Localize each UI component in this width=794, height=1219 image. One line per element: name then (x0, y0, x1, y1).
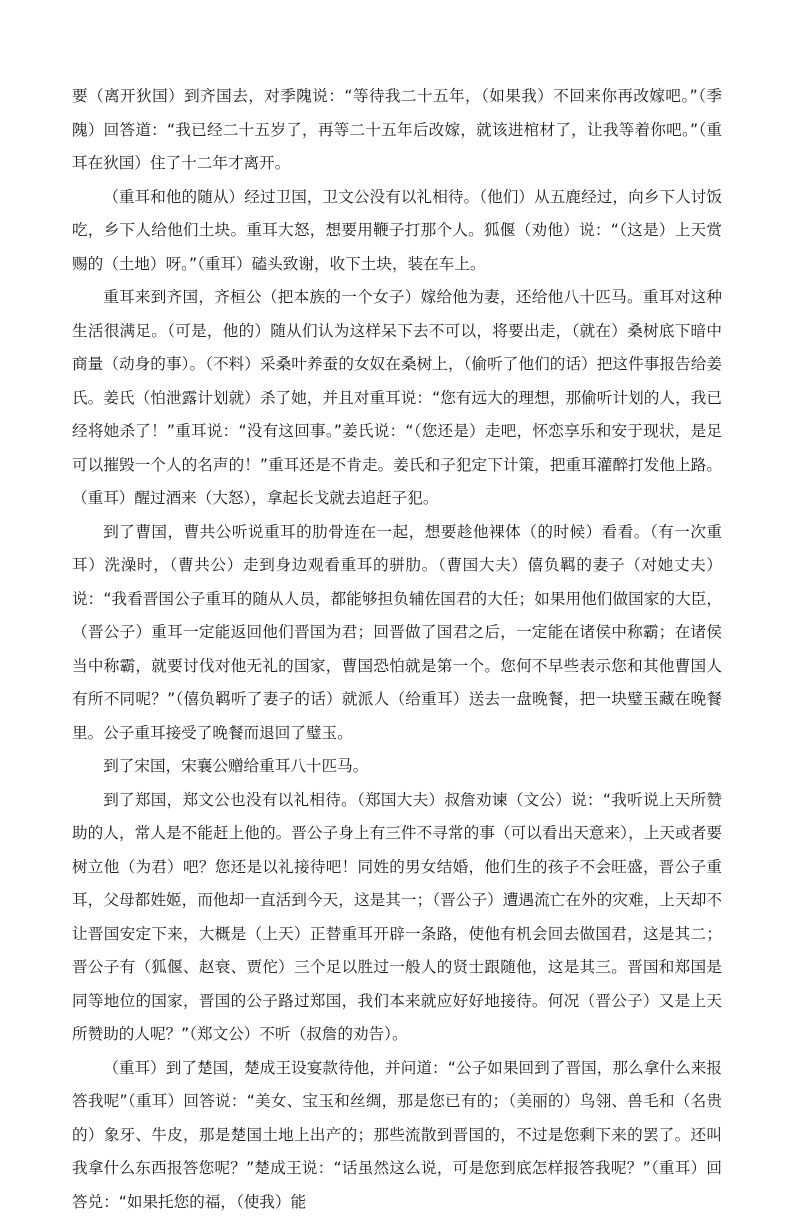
paragraph-wei-state: （重耳和他的随从）经过卫国，卫文公没有以礼相待。（他们）从五鹿经过，向乡下人讨饭吃，乡下人给他们土块。重耳大怒，想要用鞭子打那个人。狐偃（劝他）说：“（这是）上天赏赐的（土地）呀。”（重耳）磕头致谢，收下土块，装在车上。 (72, 181, 722, 282)
paragraph-song-state: 到了宋国，宋襄公赠给重耳八十匹马。 (72, 750, 722, 784)
paragraph-chu-state: （重耳）到了楚国，楚成王设宴款待他，并问道：“公子如果回到了晋国，那么拿什么来报答我呢”（重耳）回答说：“美女、宝玉和丝绸，那是您已有的；（美丽的）鸟翎、兽毛和（名贵的）象牙、牛皮，那是楚国土地上出产的；那些流散到晋国的，不过是您剩下来的罢了。还叫我拿什么东西报答您呢？”楚成王说：“话虽然这么说，可是您到底怎样报答我呢？”（重耳）回答兑：“如果托您的福，（使我）能 (72, 1052, 722, 1219)
document-page (72, 80, 722, 1219)
paragraph-cao-state: 到了曹国，曹共公听说重耳的肋骨连在一起，想要趁他裸体（的时候）看看。（有一次重耳）洗澡时，（曹共公）走到身边观看重耳的骈肋。（曹国大夫）僖负羁的妻子（对她丈夫）说：“我看晋国公子重耳的随从人员，都能够担负辅佐国君的大任；如果用他们做国家的大臣，（晋公子）重耳一定能返回他们晋国为君；回晋做了国君之后，一定能在诸侯中称霸；在诸侯当中称霸，就要讨伐对他无礼的国家，曹国恐怕就是第一个。您何不早些表示您和其他曹国人有所不同呢？”（僖负羁听了妻子的话）就派人（给重耳）送去一盘晚餐，把一块璧玉藏在晚餐里。公子重耳接受了晚餐而退回了璧玉。 (72, 516, 722, 751)
paragraph-zheng-state: 到了郑国，郑文公也没有以礼相待。（郑国大夫）叔詹劝谏（文公）说：“我听说上天所赞助的人，常人是不能赶上他的。晋公子身上有三件不寻常的事（可以看出天意来），上天或者要树立他（为君）吧？您还是以礼接待吧！同姓的男女结婚，他们生的孩子不会旺盛，晋公子重耳，父母都姓姬，而他却一直活到今天，这是其一；（晋公子）遭遇流亡在外的灾难，上天却不让晋国安定下来，大概是（上天）正替重耳开辟一条路，使他有机会回去做国君，这是其二；晋公子有（狐偃、赵衰、贾佗）三个足以胜过一般人的贤士跟随他，这是其三。晋国和郑国是同等地位的国家，晋国的公子路过郑国，我们本来就应好好地接待。何况（晋公子）又是上天所赞助的人呢？”（郑文公）不听（叔詹的劝告）。 (72, 784, 722, 1052)
paragraph-qi-state: 重耳来到齐国，齐桓公（把本族的一个女子）嫁给他为妻，还给他八十匹马。重耳对这种生活很满足。（可是，他的）随从们认为这样呆下去不可以，将要出走，（就在）桑树底下暗中商量（动身的事）。（不料）采桑叶养蚕的女奴在桑树上，（偷听了他们的话）把这件事报告给姜氏。姜氏（怕泄露计划就）杀了她，并且对重耳说：“您有远大的理想，那偷听计划的人，我已经将她杀了！”重耳说：“没有这回事。”姜氏说：“（您还是）走吧，怀恋享乐和安于现状，是足可以摧毁一个人的名声的！”重耳还是不肯走。姜氏和子犯定下计策，把重耳灌醉打发他上路。（重耳）醒过酒来（大怒），拿起长戈就去追赶子犯。 (72, 281, 722, 516)
paragraph-qi-departure: 要（离开狄国）到齐国去，对季隗说：“等待我二十五年，（如果我）不回来你再改嫁吧。”（季隗）回答道：“我已经二十五岁了，再等二十五年后改嫁，就该进棺材了，让我等着你吧。”（重耳在狄国）住了十二年才离开。 (72, 80, 722, 181)
